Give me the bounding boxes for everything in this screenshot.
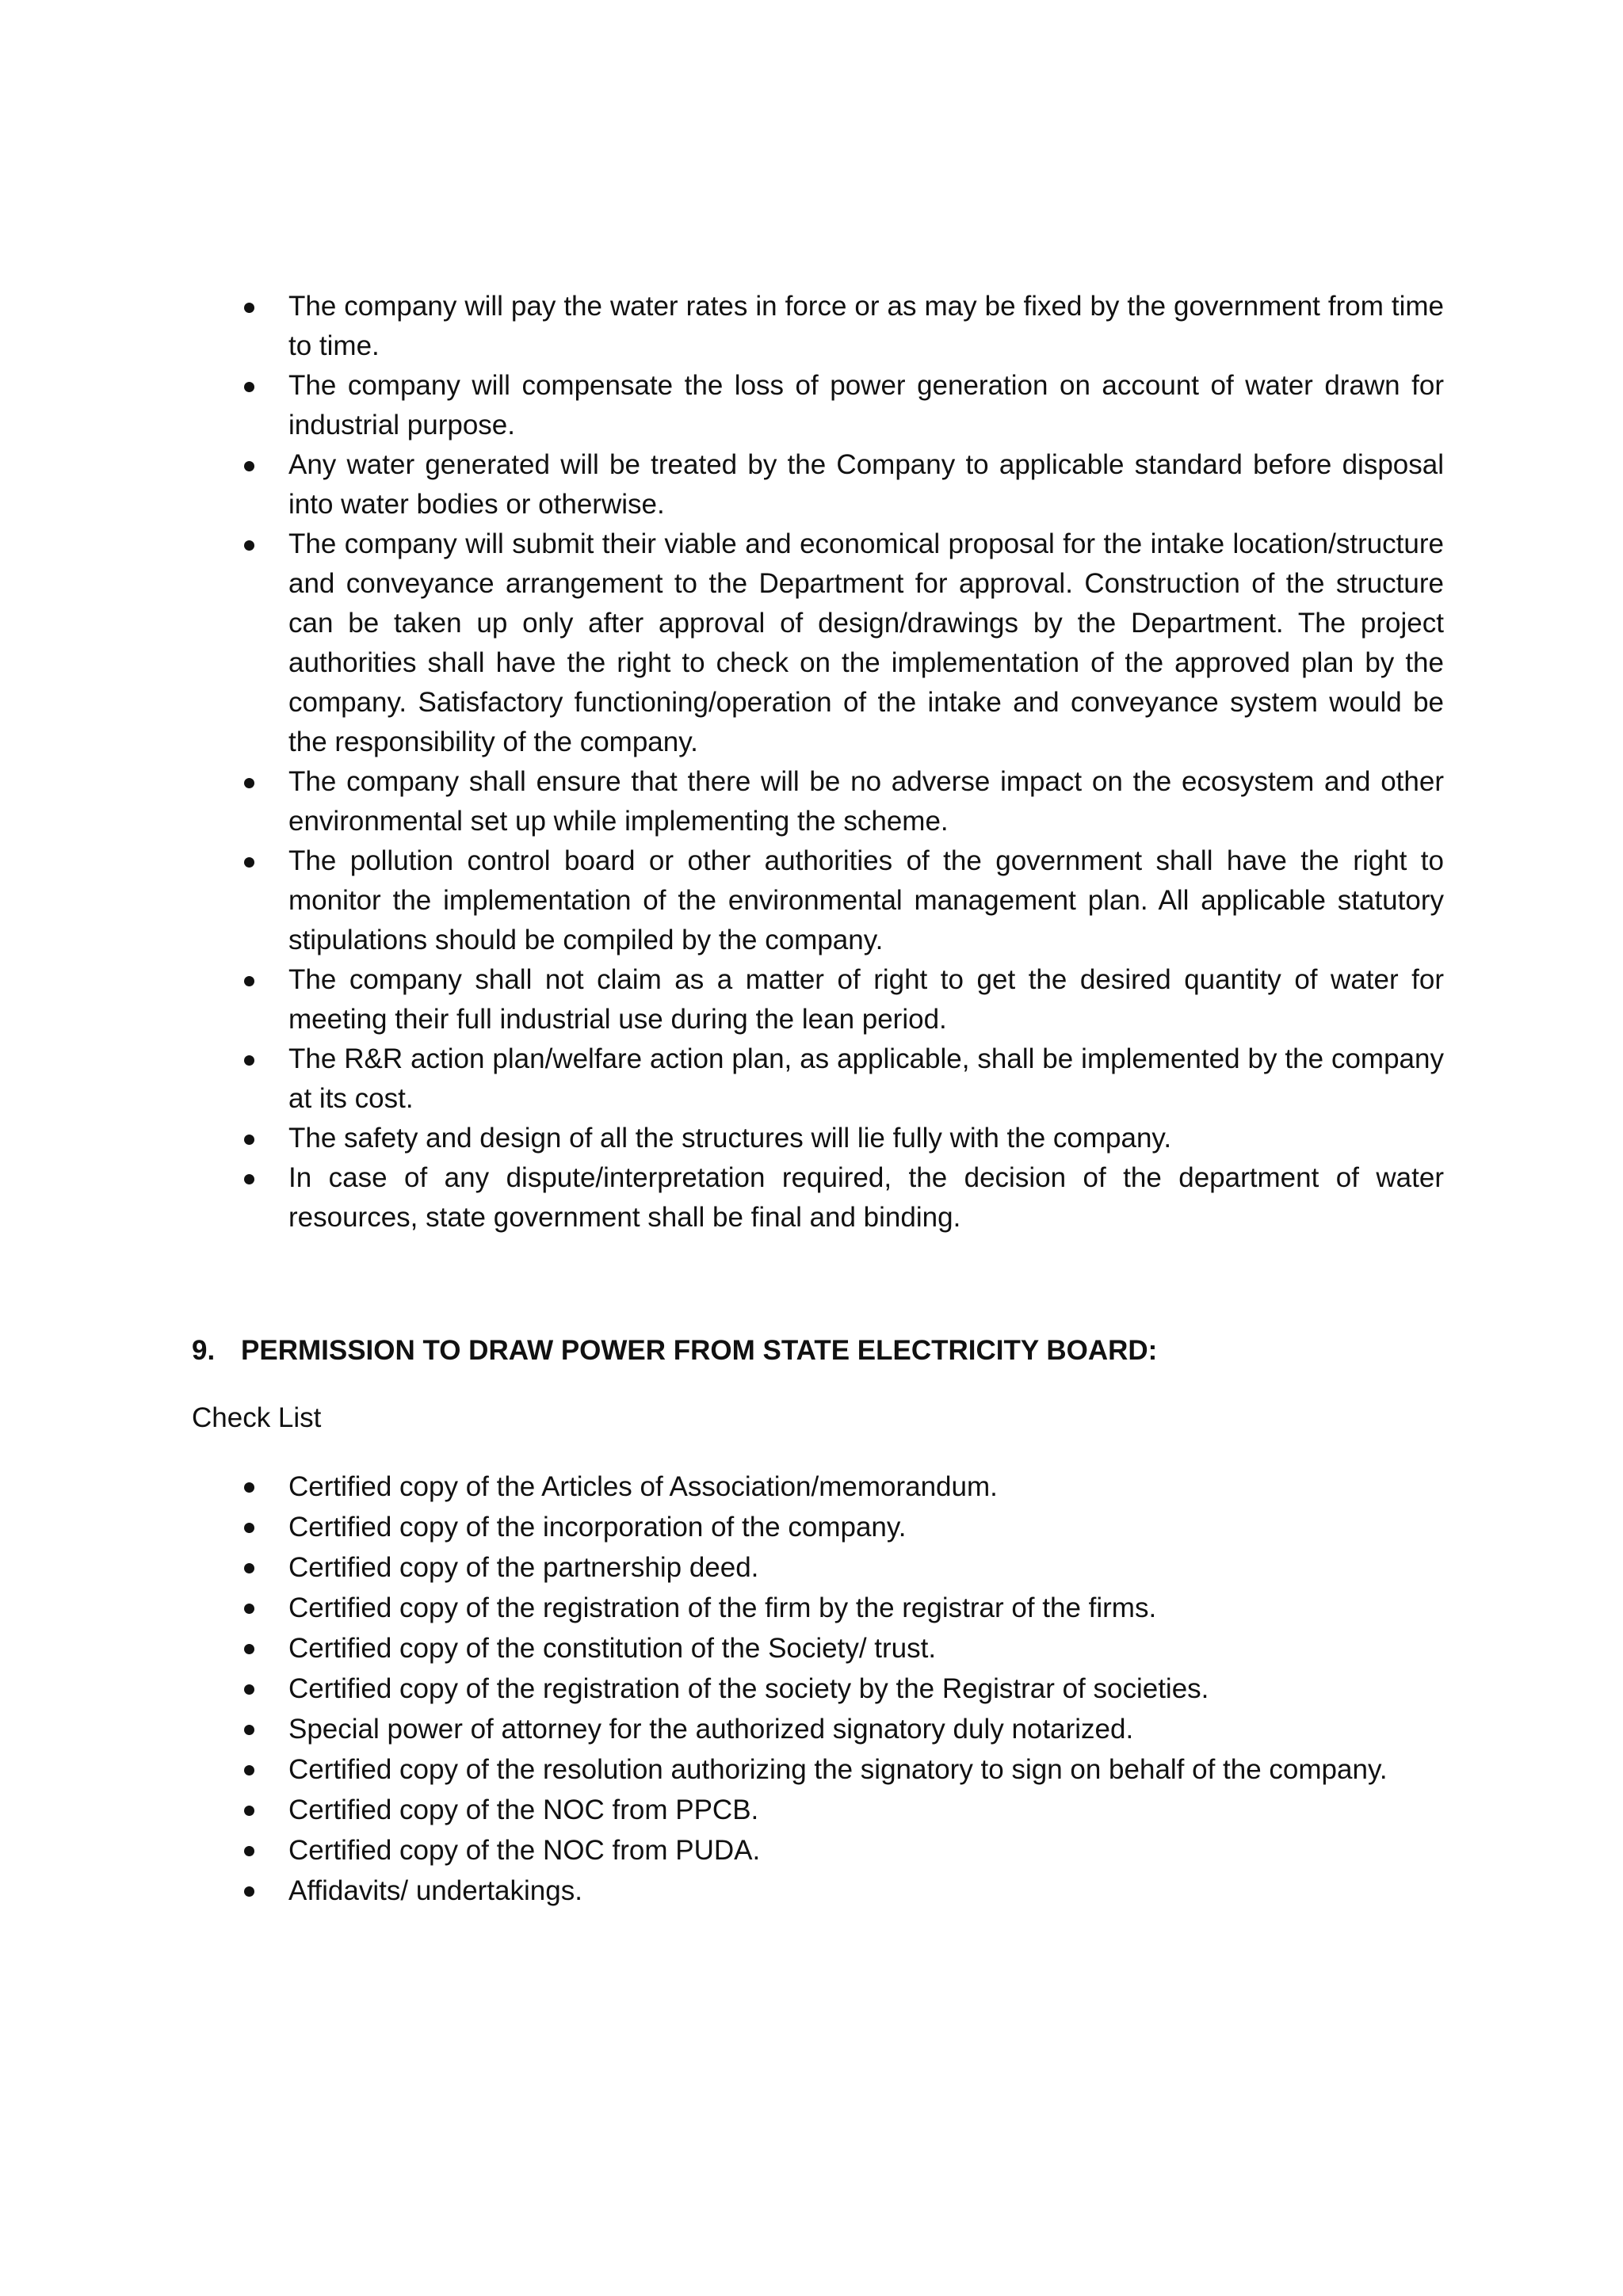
bullet-icon [244, 1523, 254, 1533]
list-item-text: The company shall ensure that there will be no adverse impact on the ecosystem and other environmental set up while implementing the scheme. [288, 766, 1444, 837]
bullet-icon [244, 1174, 254, 1184]
bullet-icon [244, 540, 254, 551]
list-item [192, 841, 1444, 960]
list-item [192, 1790, 1444, 1830]
bullet-icon [244, 976, 254, 986]
bullet-icon [244, 1135, 254, 1145]
list-item [192, 287, 1444, 366]
bullet-icon [244, 303, 254, 313]
list-item-text: Any water generated will be treated by the Company to applicable standard before disposal into water bodies or otherwise. [288, 449, 1444, 520]
list-item-text: Special power of attorney for the authorized signatory duly notarized. [288, 1714, 1134, 1745]
section-title: PERMISSION TO DRAW POWER FROM STATE ELECTRICITY BOARD: [241, 1335, 1158, 1366]
bullet-icon [244, 1482, 254, 1493]
list-item [192, 960, 1444, 1039]
checklist-label: Check List [192, 1402, 322, 1433]
list-item-text: The company will pay the water rates in force or as may be fixed by the government from time to time. [288, 291, 1444, 361]
list-item [192, 1466, 1444, 1507]
list-item [192, 1669, 1444, 1709]
list-item-text: Certified copy of the NOC from PUDA. [288, 1835, 761, 1866]
list-item-text: Certified copy of the registration of the society by the Registrar of societies. [288, 1673, 1209, 1704]
list-item [192, 1871, 1444, 1911]
bullet-icon [244, 1725, 254, 1735]
list-item-text: Certified copy of the NOC from PPCB. [288, 1794, 759, 1825]
bullet-icon [244, 1765, 254, 1775]
list-item-text: The company will compensate the loss of power generation on account of water drawn for industrial purpose. [288, 370, 1444, 441]
list-item [192, 1158, 1444, 1238]
list-item-text: The R&R action plan/welfare action plan, as applicable, shall be implemented by the company at its cost. [288, 1043, 1444, 1114]
bullet-icon [244, 857, 254, 868]
list-item-text: The company shall not claim as a matter of right to get the desired quantity of water for meeting their full industrial use during the lean period. [288, 964, 1444, 1035]
bullet-icon [244, 1055, 254, 1066]
bullet-icon [244, 1684, 254, 1695]
list-item [192, 1119, 1444, 1158]
list-item [192, 1547, 1444, 1588]
list-item-text: Certified copy of the incorporation of the company. [288, 1512, 907, 1543]
list-item-text: The safety and design of all the structures will lie fully with the company. [288, 1123, 1172, 1154]
list-item-text: Certified copy of the constitution of the Society/ trust. [288, 1633, 937, 1664]
list-item [192, 445, 1444, 524]
bullet-icon [244, 1563, 254, 1573]
bullet-icon [244, 1644, 254, 1654]
list-item-text: Affidavits/ undertakings. [288, 1875, 582, 1906]
bullet-icon [244, 1604, 254, 1614]
bullet-icon [244, 1806, 254, 1816]
page-content [192, 287, 1444, 1911]
bullet-icon [244, 778, 254, 788]
section-number: 9. [192, 1335, 216, 1366]
list-item-text: Certified copy of the registration of the firm by the registrar of the firms. [288, 1592, 1157, 1623]
list-item-text: Certified copy of the partnership deed. [288, 1552, 759, 1583]
list-item [192, 1039, 1444, 1119]
bullet-icon [244, 382, 254, 392]
list-item [192, 1830, 1444, 1871]
list-item [192, 1709, 1444, 1749]
checklist [192, 1466, 1444, 1911]
list-item-text: Certified copy of the Articles of Association/memorandum. [288, 1471, 998, 1502]
list-item [192, 762, 1444, 841]
list-item [192, 1749, 1444, 1790]
list-item-text: The pollution control board or other authorities of the government shall have the right to monitor the implementation of the environmental management plan. All applicable statutory stipulations should be compiled by the company. [288, 845, 1444, 955]
conditions-list [192, 287, 1444, 1238]
list-item-text: In case of any dispute/interpretation required, the decision of the department of water resources, state government shall be final and binding. [288, 1162, 1444, 1233]
list-item-text: The company will submit their viable and economical proposal for the intake location/structure and conveyance arrangement to the Department for approval. Construction of the structure can be taken up only after approval of design/drawings by the Department. The project authorities shall have the right to check on the implementation of the approved plan by the company. Satisfactory functioning/operation of the intake and conveyance system would be the responsibility of the company. [288, 528, 1444, 757]
bullet-icon [244, 461, 254, 471]
section-heading [192, 1331, 1444, 1371]
list-item [192, 524, 1444, 762]
list-item [192, 1588, 1444, 1628]
list-item-text: Certified copy of the resolution authorizing the signatory to sign on behalf of the company. [288, 1754, 1388, 1785]
bullet-icon [244, 1886, 254, 1897]
bullet-icon [244, 1846, 254, 1856]
list-item [192, 1507, 1444, 1547]
list-item [192, 366, 1444, 445]
list-item [192, 1628, 1444, 1669]
